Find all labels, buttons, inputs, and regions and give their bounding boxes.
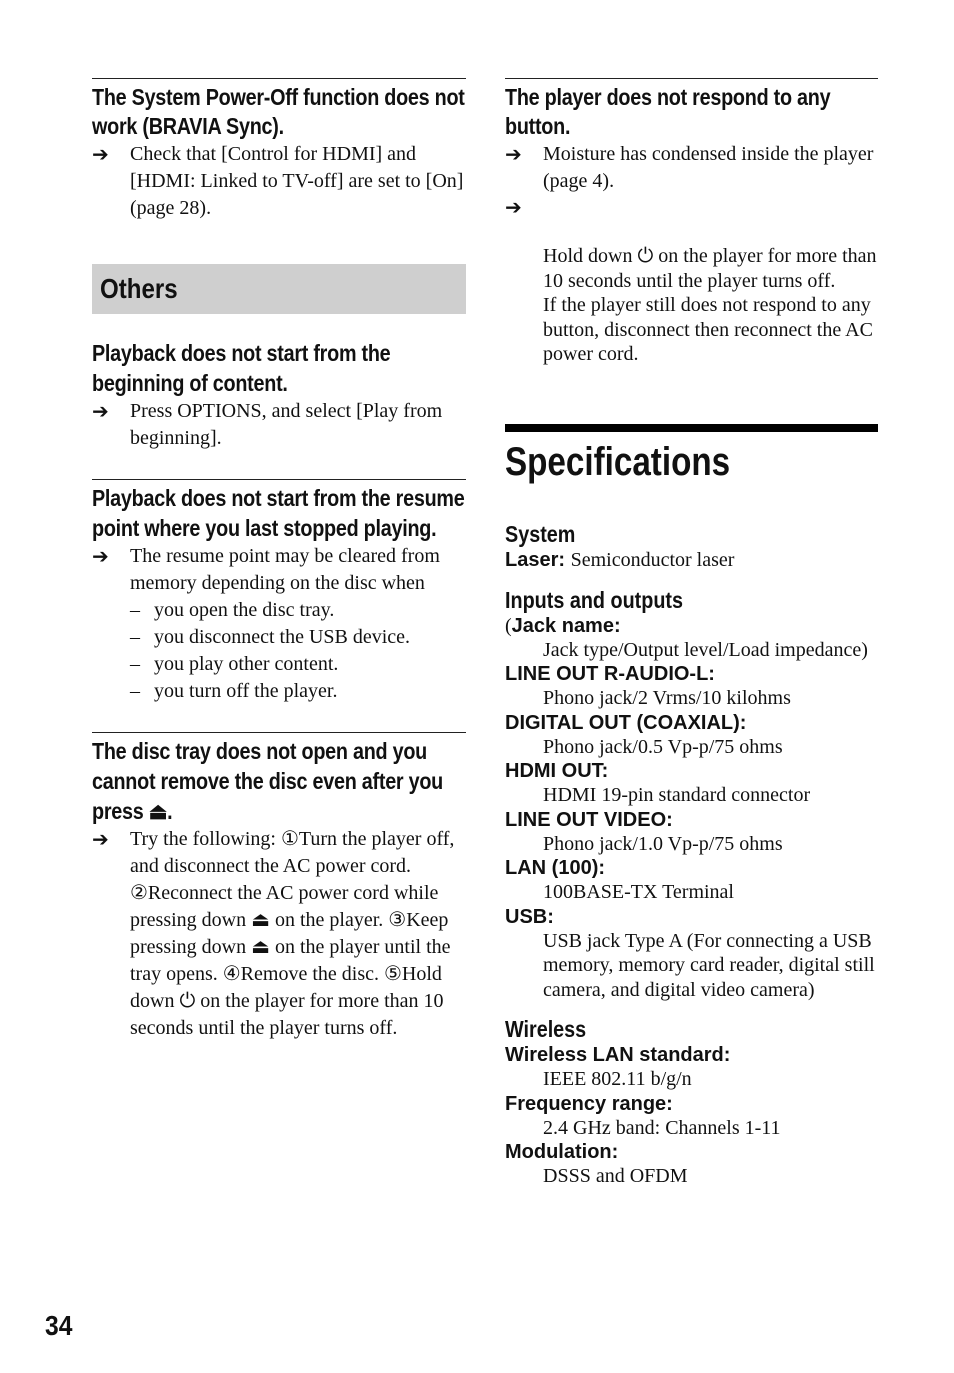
right-column xyxy=(505,78,878,1189)
spec-value: DSSS and OFDM xyxy=(543,1165,688,1187)
resume-bullet: ➔ The resume point may be cleared from memory depending on the disc when xyxy=(92,544,440,594)
arrow-icon: ➔ xyxy=(92,827,109,851)
system-subhead: System xyxy=(505,520,576,547)
section-rule xyxy=(92,479,466,480)
spec-label: LAN (100): xyxy=(505,857,606,879)
section-rule xyxy=(92,732,466,733)
io-intro-value: Jack type/Output level/Load impedance) xyxy=(543,638,868,661)
spec-label: LINE OUT VIDEO: xyxy=(505,808,673,831)
io-intro-label: (Jack name: xyxy=(505,614,621,637)
disc-tray-bullet: ➔ Try the following: ①Turn the player off, and disconnect the AC power cord. ②Reconnect the AC power cord while pressing down ⏏ on the player. ③Keep pressing down ⏏ on the player until the tray opens. ④Remove the disc. ⑤Hold down ⏻ on the player for more than 10 seconds until the player turns off. xyxy=(92,827,455,1039)
spec-label: Modulation: xyxy=(505,1141,619,1163)
spec-value: IEEE 802.11 b/g/n xyxy=(543,1068,692,1090)
spec-value: Phono jack/1.0 Vp-p/75 ohms xyxy=(543,832,783,855)
page-title: Specifications xyxy=(505,439,731,484)
no-respond-bullet: ➔ Moisture has condensed inside the player (page 4). xyxy=(505,142,874,192)
list-item: – you open the disc tray. xyxy=(130,599,335,621)
disc-tray-heading: The disc tray does not open and you cannot remove the disc even after you press ⏏. xyxy=(92,738,444,824)
spec-value: USB jack Type A (For connecting a USB memory, memory card reader, digital still camera, and digital video camera) xyxy=(543,929,875,1001)
arrow-icon: ➔ xyxy=(92,544,109,568)
arrow-icon: ➔ xyxy=(92,142,109,166)
section-rule xyxy=(92,78,466,79)
list-item: – you disconnect the USB device. xyxy=(130,626,411,648)
list-item: – you play other content. xyxy=(130,653,339,675)
spec-label: LINE OUT R-AUDIO-L: xyxy=(505,663,715,685)
arrow-icon: ➔ xyxy=(505,195,522,219)
no-respond-block xyxy=(505,83,878,367)
no-respond-bullet: ➔ Hold down ⏻ on the player for more than 10 seconds until the player turns off. If the player still does not respond to any button, disconnect then reconnect the AC power cord. xyxy=(505,195,877,365)
spec-title-bar xyxy=(505,424,878,432)
spec-value: Phono jack/0.5 Vp-p/75 ohms xyxy=(543,735,783,758)
system-block xyxy=(505,520,878,572)
spec-value: 2.4 GHz band: Channels 1-11 xyxy=(543,1116,781,1139)
spec-value: 100BASE-TX Terminal xyxy=(543,881,734,903)
spec-label: DIGITAL OUT (COAXIAL): xyxy=(505,711,747,734)
arrow-icon: ➔ xyxy=(505,142,522,166)
spec-label: Frequency range: xyxy=(505,1092,673,1115)
resume-heading: Playback does not start from the resume point where you last stopped playing. xyxy=(92,485,465,541)
arrow-icon: ➔ xyxy=(92,399,109,423)
others-section-title: Others xyxy=(92,264,466,314)
spec-label: HDMI OUT: xyxy=(505,760,609,782)
left-column xyxy=(92,78,466,1042)
power-off-heading: The System Power-Off function does not work (BRAVIA Sync). xyxy=(92,84,465,139)
playback-start-bullet: ➔ Press OPTIONS, and select [Play from beginning]. xyxy=(92,399,443,449)
playback-start-heading: Playback does not start from the beginning of content. xyxy=(92,340,391,396)
io-block xyxy=(505,586,878,1003)
laser-row: Laser: Semiconductor laser xyxy=(505,548,735,571)
io-subhead: Inputs and outputs xyxy=(505,586,683,613)
wireless-subhead: Wireless xyxy=(505,1016,587,1042)
spec-value: HDMI 19-pin standard connector xyxy=(543,784,811,806)
resume-block xyxy=(92,483,466,705)
section-rule xyxy=(505,78,878,79)
wireless-block xyxy=(505,1015,878,1189)
spec-label: USB: xyxy=(505,905,554,928)
list-item: – you turn off the player. xyxy=(130,680,338,702)
disc-tray-block xyxy=(92,736,466,1042)
no-respond-heading: The player does not respond to any button. xyxy=(505,84,831,139)
spec-value: Phono jack/2 Vrms/10 kilohms xyxy=(543,687,791,709)
playback-start-block xyxy=(92,338,466,452)
spec-label: Wireless LAN standard: xyxy=(505,1044,731,1066)
power-off-block xyxy=(92,83,466,222)
page-number: 34 xyxy=(45,1310,73,1341)
power-off-bullet: ➔ Check that [Control for HDMI] and [HDMI: Linked to TV-off] are set to [On] (page 28). xyxy=(92,142,464,219)
